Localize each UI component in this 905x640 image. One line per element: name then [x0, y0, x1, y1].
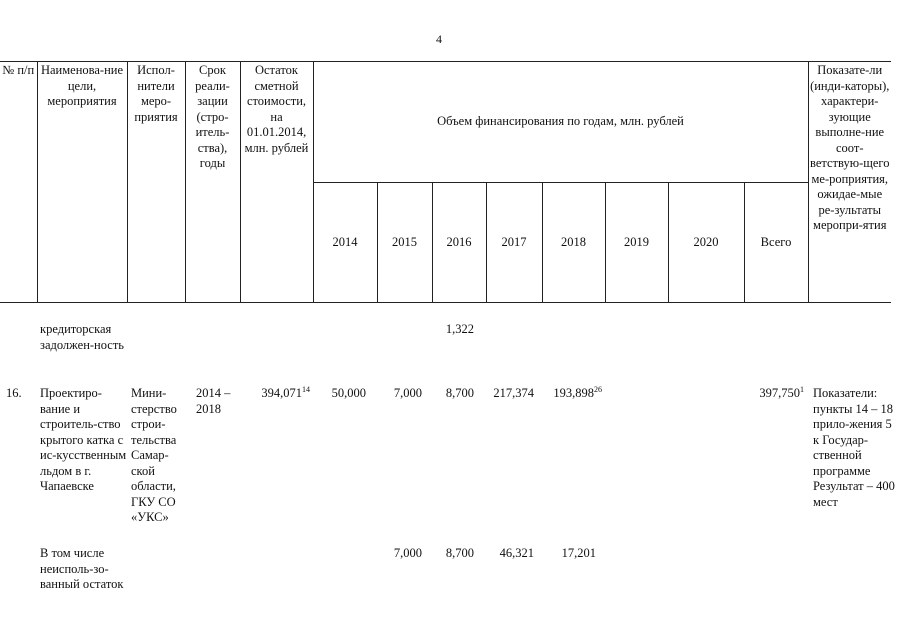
year-2015-header: 2015 — [377, 182, 432, 303]
unused-2016-value: 8,700 — [445, 546, 474, 560]
row-16-number: 16. — [6, 386, 22, 400]
year-2020-header: 2020 — [668, 182, 744, 303]
page-number: 4 — [436, 32, 442, 46]
year-2014-header: 2014 — [313, 182, 377, 303]
col-executors-header: Испол-нители меро-приятия — [127, 62, 185, 303]
col-term-header: Срок реали-зации (стро-итель-ства), годы — [185, 62, 240, 303]
row-16-2017: 217,374 — [493, 386, 534, 400]
row-16-name: Проектиро-вание и строитель-ство крытого катка с ис-кусственным льдом в г. Чапаевске — [40, 386, 127, 493]
col-rest-header: Остаток сметной стоимости, на 01.01.2014, млн. рублей — [240, 62, 313, 303]
year-2017-header: 2017 — [486, 182, 542, 303]
unused-2017-value: 46,321 — [499, 546, 534, 560]
row-16-2016: 8,700 — [445, 386, 474, 400]
col-name-header: Наименова-ние цели, мероприятия — [37, 62, 127, 303]
col-financing-header: Объем финансирования по годам, млн. рублей — [313, 62, 808, 183]
creditor-debt-label: кредиторская задолжен-ность — [40, 322, 125, 352]
col-number-header: № п/п — [0, 62, 37, 303]
financing-table-header — [0, 61, 891, 303]
row-16-executors: Мини-стерство строи-тельства Самар-ской области, ГКУ СО «УКС» — [131, 386, 177, 524]
creditor-2016-value: 1,322 — [445, 322, 474, 336]
row-16-total: 397,750$^1$ — [759, 384, 804, 400]
unused-remainder-label: В том числе неисполь-зо-ванный остаток — [40, 546, 124, 591]
row-16-2018: 193,898$^{26}$ — [553, 384, 602, 400]
year-2018-header: 2018 — [542, 182, 605, 303]
row-16-2014: 50,000 — [331, 386, 366, 400]
year-2016-header: 2016 — [432, 182, 486, 303]
row-16-rest: 394,071$^{14}$ — [261, 384, 310, 400]
row-16-2015: 7,000 — [393, 386, 422, 400]
total-header: Всего — [744, 182, 808, 303]
col-indicators-header: Показате-ли (инди-каторы), характери-зующие выполне-ние соот-ветствую-щего ме-роприятия, ожидае-мые ре-зультаты меропри-ятия — [808, 62, 891, 303]
unused-2018-value: 17,201 — [561, 546, 596, 560]
row-16-indicators: Показатели: пункты 14 – 18 прило-жения 5 к Государ-ственной программе Результат – 400 мест — [813, 386, 895, 509]
unused-2015-value: 7,000 — [393, 546, 422, 560]
row-16-term: 2014 – 2018 — [196, 386, 231, 416]
year-2019-header: 2019 — [605, 182, 668, 303]
